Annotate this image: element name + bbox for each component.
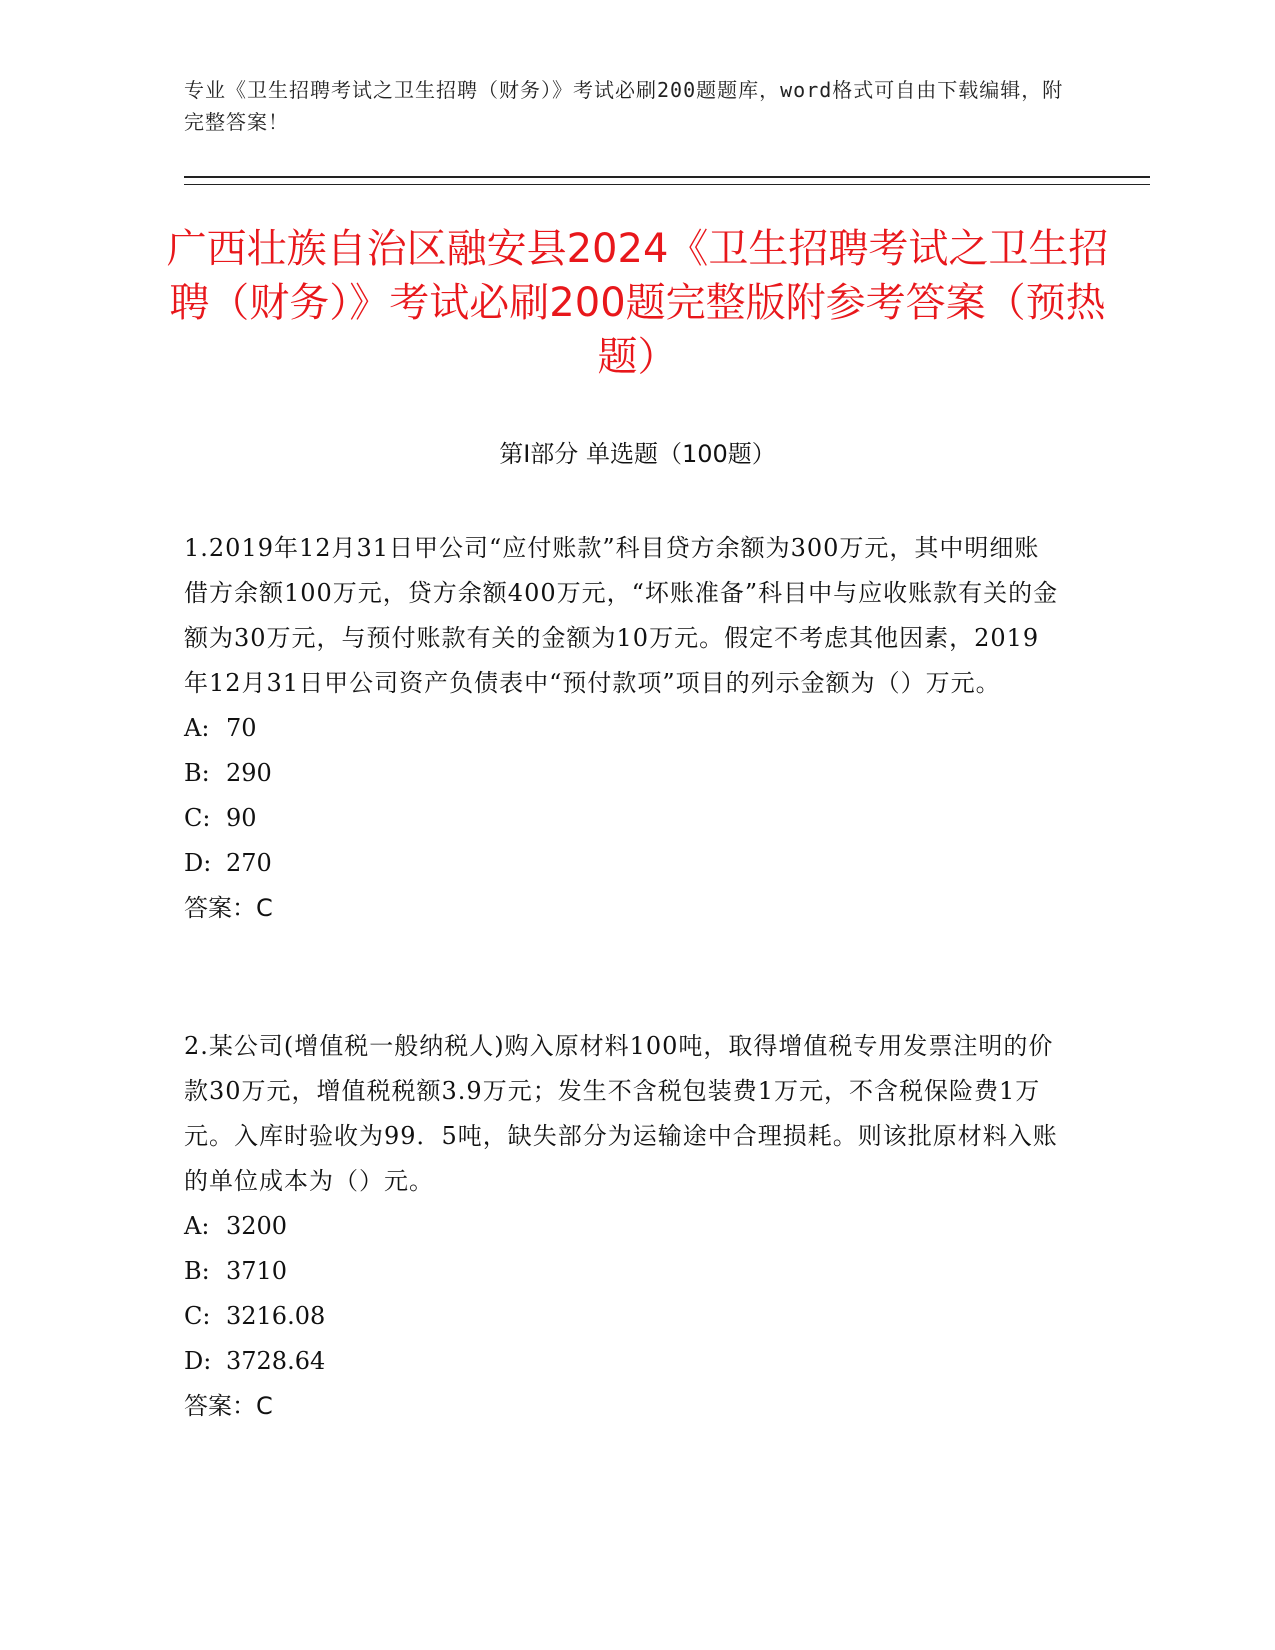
option-letter: A: <box>184 714 210 742</box>
option-a <box>184 706 1064 751</box>
option-text: 3710 <box>226 1257 288 1285</box>
option-b <box>184 1249 1064 1294</box>
option-b <box>184 751 1064 796</box>
answer-line: 答案：C <box>184 894 273 922</box>
option-letter: C: <box>184 1302 211 1330</box>
document-title: 广西壮族自治区融安县2024《卫生招聘考试之卫生招聘（财务）》考试必刷200题完整版附参考答案（预热题） <box>166 226 1109 380</box>
question-stem: 1.2019年12月31日甲公司“应付账款”科目贷方余额为300万元，其中明细账借方余额100万元，贷方余额400万元，“坏账准备”科目中与应收账款有关的金额为30万元，与预付账款有关的金额为10万元。假定不考虑其他因素，2019年12月31日甲公司资产负债表中“预付款项”项目的列示金额为（）万元。 <box>184 534 1059 697</box>
option-text: 90 <box>226 804 257 832</box>
option-text: 70 <box>226 714 257 742</box>
option-letter: D: <box>184 849 212 877</box>
option-text: 3216.08 <box>226 1302 326 1330</box>
option-a <box>184 1204 1064 1249</box>
option-text: 3200 <box>226 1212 288 1240</box>
header-divider-thin <box>184 184 1150 185</box>
section-title: 第I部分 单选题（100题） <box>499 440 776 468</box>
option-text: 270 <box>226 849 272 877</box>
answer-line: 答案：C <box>184 1392 273 1420</box>
option-letter: A: <box>184 1212 210 1240</box>
option-letter: B: <box>184 1257 210 1285</box>
option-letter: C: <box>184 804 211 832</box>
question-2 <box>184 1024 1064 1429</box>
option-text: 290 <box>226 759 272 787</box>
header-divider-thick <box>184 176 1150 178</box>
header-note: 专业《卫生招聘考试之卫生招聘（财务）》考试必刷200题题库，word格式可自由下载编辑，附完整答案！ <box>184 78 1064 134</box>
question-1 <box>184 526 1064 931</box>
option-letter: B: <box>184 759 210 787</box>
option-c <box>184 796 1064 841</box>
option-text: 3728.64 <box>226 1347 326 1375</box>
option-c <box>184 1294 1064 1339</box>
option-d <box>184 841 1064 886</box>
option-d <box>184 1339 1064 1384</box>
question-stem: 2.某公司(增值税一般纳税人)购入原材料100吨，取得增值税专用发票注明的价款30万元，增值税税额3.9万元；发生不含税包装费1万元，不含税保险费1万元。入库时验收为99．5吨，缺失部分为运输途中合理损耗。则该批原材料入账的单位成本为（）元。 <box>184 1032 1058 1195</box>
option-letter: D: <box>184 1347 212 1375</box>
